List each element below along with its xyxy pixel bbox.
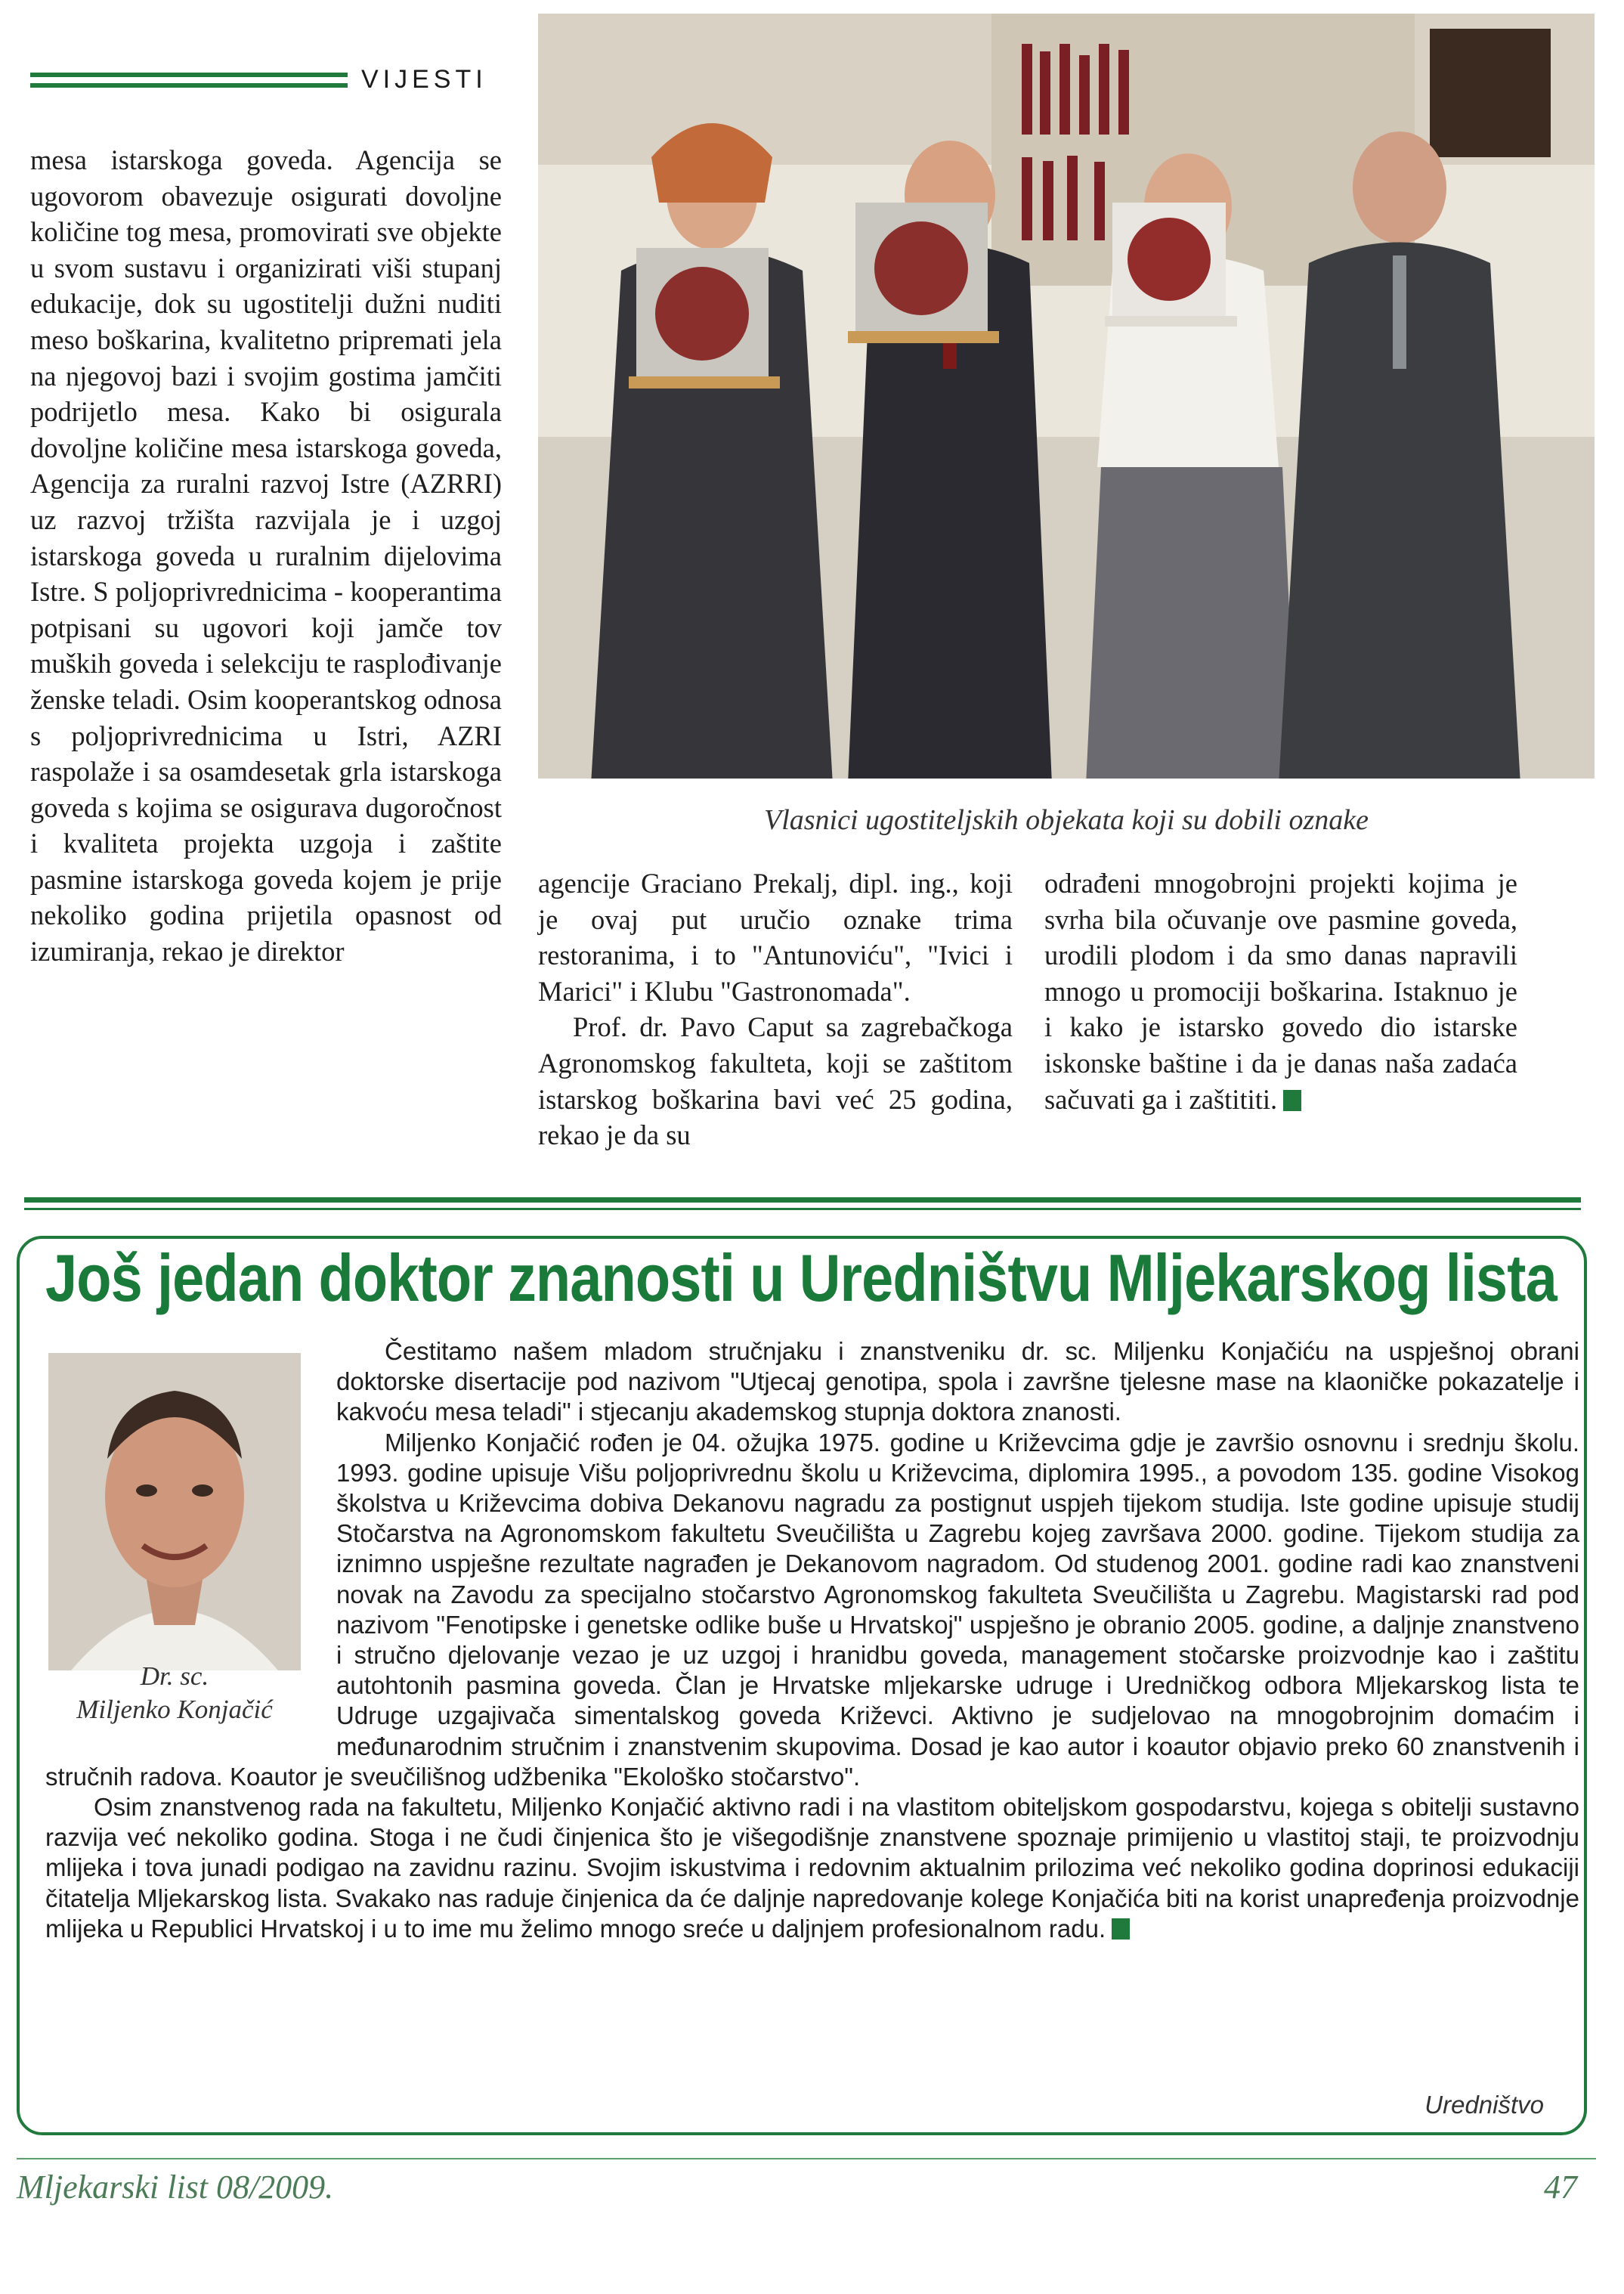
box-signature: Uredništvo [1424,2091,1544,2119]
section-title: VIJESTI [361,65,487,94]
header-rule [30,73,348,77]
box-body [45,1336,1579,1944]
section-separator [24,1208,1581,1210]
journal-title: Mljekarski list 08/2009. [17,2169,334,2206]
header-rule [30,83,348,88]
box-paragraph-text: Osim znanstvenog rada na fakultetu, Miljenko Konjačić aktivno radi i na vlastitom obiteljskom gospodarstvu, kojega s obitelji sustavno razvija već nekoliko godina. Stoga i ne čudi činjenica što je višegodišnje znanstvene spoznaje primijenio u vlastitoj staji, te proizvodnju mlijeka i tova junadi podigao na zavidnu razinu. Svojim iskustvima i redovnim aktualnim prilozima već nekoliko godina doprinosi edukaciji čitatelja Mljekarskog lista. Svakako nas raduje činjenica da će daljnje napredovanje kolege Konjačića biti na korist unapređenja proizvodnje mlijeka u Republici Hrvatskoj i u to ime mu želimo mnogo sreće u daljnjem profesionalnom radu. [45,1793,1579,1943]
article-paragraph: agencije Graciano Prekalj, dipl. ing., koji je ovaj put uručio oznake trima restoranima, i to "Antunoviću", "Ivici i Marici" i Klubu "Gastronomada". [538,868,1013,1007]
award-photo-illustration [538,14,1595,779]
left-column [30,142,502,970]
box-headline: Još jedan doktor znanosti u Uredništvu Mljekarskog lista [45,1240,1557,1315]
portrait-title: Dr. sc. [140,1661,209,1691]
end-mark-icon [1112,1918,1130,1940]
box-paragraph: Čestitamo našem mladom stručnjaku i znanstveniku dr. sc. Miljenku Konjačiću na uspješnoj obrani doktorske disertacije pod nazivom "Utjecaj genotipa, spola i završne tjelesne mase na klaoničke pokazatelje i kakvoću mesa teladi" i stjecanju akademskog stupnja doktora znanosti. [336,1337,1579,1426]
page-number: 47 [1544,2169,1577,2206]
right-column [1044,865,1517,1117]
portrait-name: Miljenko Konjačić [76,1695,273,1724]
footer-rule [17,2158,1596,2159]
box-paragraph [45,1792,1579,1944]
middle-column [538,865,1013,1153]
article-text: odrađeni mnogobrojni projekti kojima je svrha bila očuvanje ove pasmine goveda, urodili plodom i da smo danas napravili mnogo u promociji boškarina. Istaknuo je i kako je istarsko govedo dio istarske iskonske baštine i da je danas naša zadaća sačuvati ga i zaštititi. [1044,868,1517,1115]
box-paragraph: Miljenko Konjačić rođen je 04. ožujka 1975. godine u Križevcima gdje je završio osnovnu i srednju školu. 1993. godine upisuje Višu poljoprivrednu školu u Križevcima, diplomira 1995., a povodom 135. godine Visokog školstva u Križevcima dobiva Dekanovu nagradu za postignut uspjeh tijekom studija. Iste godine upisuje studij Stočarstva na Agronomskom fakultetu Sveučilišta u Zagrebu kojeg završava 2000. godine. Tijekom studija za iznimno uspješne rezultate nagrađen je Dekanovom nagradom. Od studenog 2001. godine radi kao znanstveni novak na Zavodu za specijalno stočarstvo Agronomskog fakulteta Sveučilišta u Zagrebu. Magistarski rad pod nazivom "Fenotipske i genetske odlike buše u Hrvatskoj" uspješno je obranio 2005. godine, a daljnje znanstveno i stručno djelovanje vezao je uz uzgoj i hranidbu goveda, management stočarske proizvodnje kao i zaštitu autohtonih pasmina goveda. Član je Hrvatske mljekarske udruge i Uredničkog odbora Mljekarskog lista te Udruge uzgajivača simentalskog goveda Križevci. Aktivno je sudjelovao na mnogobrojnim domaćim i međunarodnim stručnim i znanstvenim skupovima. Dosad je kao autor i koautor objavio preko 60 znanstvenih i stručnih radova. Koautor je sveučilišnog udžbenika "Ekološko stočarstvo". [45,1428,1579,1791]
photo-caption: Vlasnici ugostiteljskih objekata koji su dobili oznake [763,804,1369,836]
portrait-spacer [45,1336,336,1744]
article-paragraph: mesa istarskoga goveda. Agencija se ugovorom obavezuje osigurati dovoljne količine tog mesa, promovirati sve objekte u svom sustavu i organizirati viši stupanj edukacije, dok su ugostitelji dužni nuditi meso boškarina, kvalitetno pripremati jela na njegovoj bazi i svojim gostima jamčiti podrijetlo mesa. Kako bi osigurala dovoljne količine mesa istarskoga goveda, Agencija za ruralni razvoj Istre (AZRRI) uz razvoj tržišta razvijala je i uzgoj istarskoga goveda u ruralnim dijelovima Istre. S poljoprivrednicima - kooperantima potpisani su ugovori koji jamče tov muških goveda i selekciju te rasplođivanje ženske teladi. Osim kooperantskog odnosa s poljoprivrednicima u Istri, AZRI raspolaže i sa osamdesetak grla istarskoga goveda s kojima se osigurava dugoročnost i kvaliteta projekta uzgoja i zaštite pasmine istarskoga goveda kojem je prije nekoliko godina prijetila opasnost od izumiranja, rekao je direktor [30,144,502,967]
article-photo [538,14,1595,779]
article-paragraph [1044,865,1517,1117]
end-mark-icon [1283,1090,1301,1111]
section-separator [24,1197,1581,1203]
article-paragraph: Prof. dr. Pavo Caput sa zagrebačkoga Agronomskog fakulteta, koji se zaštitom istarskog boškarina bavi već 25 godina, rekao je da su [538,1011,1013,1151]
